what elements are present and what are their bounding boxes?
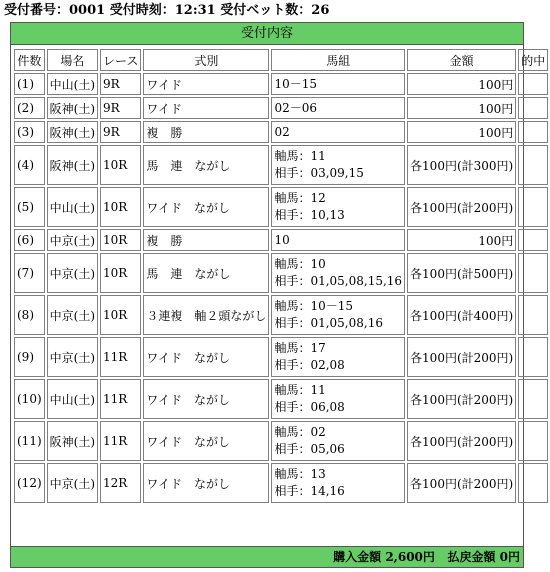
combo-line-1: 軸馬：12 bbox=[274, 191, 326, 205]
table-row bbox=[14, 229, 548, 251]
table-row bbox=[14, 121, 548, 143]
row-amount: 各100円(計200円) bbox=[407, 379, 516, 419]
row-place: 阪神(土) bbox=[47, 145, 98, 185]
row-hit bbox=[518, 337, 548, 377]
row-combo bbox=[271, 121, 405, 143]
row-no: (12) bbox=[14, 463, 45, 503]
row-race: 10R bbox=[100, 295, 141, 335]
combo-line-2: 相手：01,05,08,16 bbox=[274, 316, 383, 330]
row-hit bbox=[518, 187, 548, 227]
row-type: 複 勝 bbox=[143, 229, 269, 251]
row-type: ワイド ながし bbox=[143, 187, 269, 227]
row-amount: 各100円(計200円) bbox=[407, 463, 516, 503]
row-hit bbox=[518, 121, 548, 143]
combo-line-1: 軸馬：02 bbox=[274, 425, 326, 439]
row-type: ワイド ながし bbox=[143, 463, 269, 503]
panel-title: 受付内容 bbox=[11, 23, 523, 45]
combo-line-1: 軸馬：13 bbox=[274, 467, 326, 481]
row-type: 馬 連 ながし bbox=[143, 145, 269, 185]
totals-footer bbox=[11, 546, 523, 567]
combo-line-1: 10－15 bbox=[274, 76, 317, 91]
row-type: ワイド ながし bbox=[143, 379, 269, 419]
table-row bbox=[14, 253, 548, 293]
row-hit bbox=[518, 463, 548, 503]
row-combo bbox=[271, 187, 405, 227]
table-row bbox=[14, 463, 548, 503]
row-combo bbox=[271, 73, 405, 95]
row-no: (6) bbox=[14, 229, 45, 251]
combo-line-1: 10 bbox=[274, 232, 290, 247]
row-amount: 100円 bbox=[407, 121, 516, 143]
table-row bbox=[14, 295, 548, 335]
row-no: (11) bbox=[14, 421, 45, 461]
col-type: 式別 bbox=[143, 49, 269, 71]
row-type: ワイド bbox=[143, 97, 269, 119]
table-row bbox=[14, 97, 548, 119]
row-no: (7) bbox=[14, 253, 45, 293]
row-race: 9R bbox=[100, 97, 141, 119]
table-row bbox=[14, 337, 548, 377]
row-hit bbox=[518, 97, 548, 119]
row-amount: 100円 bbox=[407, 73, 516, 95]
combo-line-2: 相手：14,16 bbox=[274, 484, 345, 498]
receipt-no-label: 受付番号： bbox=[4, 3, 70, 18]
combo-line-1: 軸馬：11 bbox=[274, 383, 326, 397]
row-no: (10) bbox=[14, 379, 45, 419]
table-row bbox=[14, 145, 548, 185]
row-place: 中山(土) bbox=[47, 73, 98, 95]
row-place: 中京(土) bbox=[47, 337, 98, 377]
table-row bbox=[14, 187, 548, 227]
row-place: 中京(土) bbox=[47, 229, 98, 251]
combo-line-2: 相手：10,13 bbox=[274, 208, 345, 222]
row-hit bbox=[518, 145, 548, 185]
row-hit bbox=[518, 253, 548, 293]
row-race: 11R bbox=[100, 421, 141, 461]
combo-line-1: 軸馬：10 bbox=[274, 257, 326, 271]
refund-amount: 0円 bbox=[499, 550, 520, 564]
combo-line-2: 相手：02,08 bbox=[274, 358, 345, 372]
row-place: 中山(土) bbox=[47, 187, 98, 227]
row-type: ワイド bbox=[143, 73, 269, 95]
row-hit bbox=[518, 295, 548, 335]
row-combo bbox=[271, 253, 405, 293]
table-header-row bbox=[14, 49, 548, 71]
row-combo bbox=[271, 295, 405, 335]
row-no: (9) bbox=[14, 337, 45, 377]
count-label: 受付ベット数： bbox=[220, 3, 312, 18]
row-race: 12R bbox=[100, 463, 141, 503]
row-type: 複 勝 bbox=[143, 121, 269, 143]
row-type: ワイド ながし bbox=[143, 337, 269, 377]
row-amount: 各100円(計200円) bbox=[407, 187, 516, 227]
row-amount: 各100円(計500円) bbox=[407, 253, 516, 293]
row-place: 阪神(土) bbox=[47, 97, 98, 119]
col-race: レース bbox=[100, 49, 141, 71]
row-race: 10R bbox=[100, 229, 141, 251]
col-hit: 的中 bbox=[518, 49, 548, 71]
row-no: (4) bbox=[14, 145, 45, 185]
row-amount: 各100円(計200円) bbox=[407, 421, 516, 461]
refund-label: 払戻金額 bbox=[447, 550, 496, 564]
row-type: ワイド ながし bbox=[143, 421, 269, 461]
receipt-panel bbox=[10, 22, 546, 568]
row-place: 中山(土) bbox=[47, 379, 98, 419]
row-combo bbox=[271, 145, 405, 185]
row-no: (5) bbox=[14, 187, 45, 227]
receipt-time: 12:31 bbox=[174, 3, 216, 18]
col-place: 場名 bbox=[47, 49, 98, 71]
row-place: 阪神(土) bbox=[47, 421, 98, 461]
table-row bbox=[14, 379, 548, 419]
col-amount: 金額 bbox=[407, 49, 516, 71]
row-race: 11R bbox=[100, 337, 141, 377]
row-amount: 100円 bbox=[407, 229, 516, 251]
row-hit bbox=[518, 73, 548, 95]
row-place: 中京(土) bbox=[47, 253, 98, 293]
receipt-header bbox=[4, 3, 329, 19]
row-race: 10R bbox=[100, 253, 141, 293]
row-amount: 各100円(計200円) bbox=[407, 337, 516, 377]
row-combo bbox=[271, 463, 405, 503]
bets-body bbox=[14, 73, 548, 503]
row-no: (8) bbox=[14, 295, 45, 335]
bet-count: 26 bbox=[311, 3, 330, 18]
row-combo bbox=[271, 229, 405, 251]
col-no: 件数 bbox=[14, 49, 45, 71]
table-row bbox=[14, 421, 548, 461]
bets-table bbox=[12, 47, 550, 505]
row-race: 9R bbox=[100, 121, 141, 143]
row-place: 中京(土) bbox=[47, 463, 98, 503]
row-race: 10R bbox=[100, 187, 141, 227]
combo-line-2: 相手：05,06 bbox=[274, 442, 345, 456]
row-no: (1) bbox=[14, 73, 45, 95]
combo-line-1: 軸馬：17 bbox=[274, 341, 326, 355]
row-race: 10R bbox=[100, 145, 141, 185]
combo-line-2: 相手：06,08 bbox=[274, 400, 345, 414]
combo-line-2: 相手：03,09,15 bbox=[274, 166, 364, 180]
row-combo bbox=[271, 421, 405, 461]
row-amount: 各100円(計400円) bbox=[407, 295, 516, 335]
row-combo bbox=[271, 337, 405, 377]
combo-line-1: 02 bbox=[274, 124, 290, 139]
row-hit bbox=[518, 421, 548, 461]
row-type: 馬 連 ながし bbox=[143, 253, 269, 293]
table-row bbox=[14, 73, 548, 95]
combo-line-1: 軸馬：10－15 bbox=[274, 299, 353, 313]
row-no: (2) bbox=[14, 97, 45, 119]
row-amount: 100円 bbox=[407, 97, 516, 119]
row-hit bbox=[518, 229, 548, 251]
row-hit bbox=[518, 379, 548, 419]
row-combo bbox=[271, 97, 405, 119]
combo-line-1: 02－06 bbox=[274, 100, 317, 115]
row-race: 11R bbox=[100, 379, 141, 419]
row-race: 9R bbox=[100, 73, 141, 95]
receipt-no: 0001 bbox=[69, 3, 106, 18]
combo-line-1: 軸馬：11 bbox=[274, 149, 326, 163]
combo-line-2: 相手：01,05,08,15,16 bbox=[274, 274, 403, 288]
col-combo: 馬組 bbox=[271, 49, 405, 71]
purchase-label: 購入金額 bbox=[333, 550, 382, 564]
row-place: 阪神(土) bbox=[47, 121, 98, 143]
row-amount: 各100円(計300円) bbox=[407, 145, 516, 185]
row-no: (3) bbox=[14, 121, 45, 143]
time-label: 受付時刻： bbox=[109, 3, 175, 18]
row-type: ３連複 軸２頭ながし bbox=[143, 295, 269, 335]
row-combo bbox=[271, 379, 405, 419]
purchase-amount: 2,600円 bbox=[385, 550, 435, 564]
row-place: 中京(土) bbox=[47, 295, 98, 335]
